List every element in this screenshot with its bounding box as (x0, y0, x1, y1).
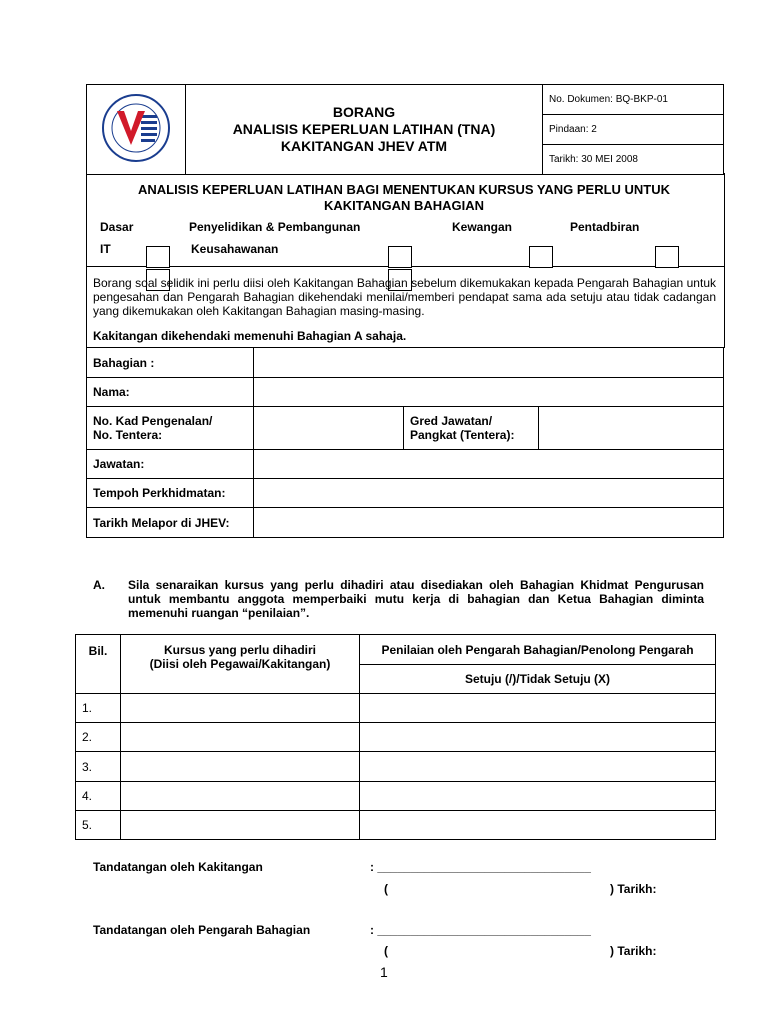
label-gred-jawatan (404, 407, 539, 450)
category-label-keusahawanan: Keusahawanan (191, 242, 279, 256)
section-a-label: A. (93, 578, 105, 592)
signature-line-pengarah[interactable]: : ________________________________ (370, 923, 591, 937)
evaluation-input[interactable] (360, 694, 716, 723)
label-nama: Nama: (87, 378, 254, 407)
checkbox-kewangan[interactable] (388, 246, 412, 268)
label-jawatan: Jawatan: (87, 450, 254, 479)
label-bahagian: Bahagian : (87, 348, 254, 378)
page-number: 1 (380, 964, 388, 980)
category-label-kewangan: Kewangan (452, 220, 513, 234)
signature-label-kakitangan: Tandatangan oleh Kakitangan (93, 860, 263, 874)
intro-text: Borang soal selidik ini perlu diisi oleh Kakitangan Bahagian sebelum dikemukakan kepada Pengarah Bahagian untuk pengesahan dan Pengarah Bahagian dikehendaki menilai/memberi pendapat sama ada setuju atau tidak cadangan yang dikemukakan oleh Kakitangan Bahagian masing-masing. (93, 276, 716, 318)
category-label-dasar: Dasar (100, 220, 134, 234)
input-tempoh[interactable] (254, 479, 724, 508)
label-kad-pengenalan (87, 407, 254, 450)
evaluation-input[interactable] (360, 723, 716, 752)
table-row (76, 723, 716, 752)
title-borang: BORANG (332, 104, 396, 120)
col-kursus-header (121, 635, 360, 694)
title-cell (186, 85, 543, 175)
category-label-it: IT (100, 242, 111, 256)
evaluation-input[interactable] (360, 752, 716, 782)
course-input[interactable] (121, 752, 360, 782)
name-paren-open-pengarah: ( (384, 944, 388, 958)
logo-cell (87, 85, 186, 175)
input-kad-pengenalan[interactable] (254, 407, 404, 450)
row-number: 4. (76, 782, 121, 811)
label-kad-line2: No. Tentera: (93, 428, 163, 442)
input-tarikh-melapor[interactable] (254, 508, 724, 538)
col-kursus-line1: Kursus yang perlu dihadiri (163, 643, 317, 657)
evaluation-input[interactable] (360, 782, 716, 811)
course-table (75, 634, 716, 840)
checkbox-penyelidikan[interactable] (655, 246, 679, 268)
instruction-text: Kakitangan dikehendaki memenuhi Bahagian A sahaja. (93, 329, 407, 343)
category-label-pentadbiran: Pentadbiran (570, 220, 640, 234)
course-input[interactable] (121, 694, 360, 723)
table-row (76, 782, 716, 811)
col-kursus-line2: (Diisi oleh Pegawai/Kakitangan) (149, 657, 331, 671)
course-input[interactable] (121, 782, 360, 811)
signature-label-pengarah: Tandatangan oleh Pengarah Bahagian (93, 923, 311, 937)
label-gred-line1: Gred Jawatan/ (410, 414, 493, 428)
input-gred-jawatan[interactable] (539, 407, 724, 450)
title-kakitangan: KAKITANGAN JHEV ATM (280, 138, 448, 154)
header-table (86, 84, 724, 175)
jhev-logo-icon (101, 93, 171, 163)
evaluation-input[interactable] (360, 811, 716, 840)
course-input[interactable] (121, 723, 360, 752)
section-heading: ANALISIS KEPERLUAN LATIHAN BAGI MENENTUKAN KURSUS YANG PERLU UNTUK KAKITANGAN BAHAGIAN (137, 182, 671, 213)
doc-info-cell (543, 85, 724, 175)
col-penilaian-header: Penilaian oleh Pengarah Bahagian/Penolong Pengarah (360, 635, 716, 665)
row-number: 5. (76, 811, 121, 840)
checkbox-dasar[interactable] (146, 246, 170, 268)
col-setuju-header: Setuju (/)/Tidak Setuju (X) (360, 665, 716, 694)
input-jawatan[interactable] (254, 450, 724, 479)
details-table (86, 347, 724, 538)
label-kad-line1: No. Kad Pengenalan/ (93, 414, 213, 428)
pindaan: Pindaan: 2 (543, 115, 723, 145)
label-tempoh: Tempoh Perkhidmatan: (87, 479, 254, 508)
doc-number: No. Dokumen: BQ-BKP-01 (543, 85, 723, 115)
table-row (76, 694, 716, 723)
row-number: 3. (76, 752, 121, 782)
table-row (76, 811, 716, 840)
doc-date: Tarikh: 30 MEI 2008 (549, 154, 638, 165)
input-bahagian[interactable] (254, 348, 724, 378)
title-analisis: ANALISIS KEPERLUAN LATIHAN (TNA) (232, 121, 496, 137)
label-tarikh-melapor: Tarikh Melapor di JHEV: (87, 508, 254, 538)
row-number: 1. (76, 694, 121, 723)
row-number: 2. (76, 723, 121, 752)
table-row (76, 752, 716, 782)
category-label-penyelidikan: Penyelidikan & Pembangunan (189, 220, 361, 234)
checkbox-pentadbiran[interactable] (529, 246, 553, 268)
col-bil-header: Bil. (76, 635, 121, 694)
label-gred-line2: Pangkat (Tentera): (410, 428, 515, 442)
name-paren-open-kakitangan: ( (384, 882, 388, 896)
input-nama[interactable] (254, 378, 724, 407)
name-paren-close-pengarah: ) Tarikh: (610, 944, 657, 958)
course-input[interactable] (121, 811, 360, 840)
signature-line-kakitangan[interactable]: : ________________________________ (370, 860, 591, 874)
section-a-text: Sila senaraikan kursus yang perlu dihadiri atau disediakan oleh Bahagian Khidmat Pengurusan untuk membantu anggota memperbaiki mutu kerja di bahagian dan Ketua Bahagian diminta memenuhi ruangan “penilaian”. (128, 578, 704, 620)
name-paren-close-kakitangan: ) Tarikh: (610, 882, 657, 896)
